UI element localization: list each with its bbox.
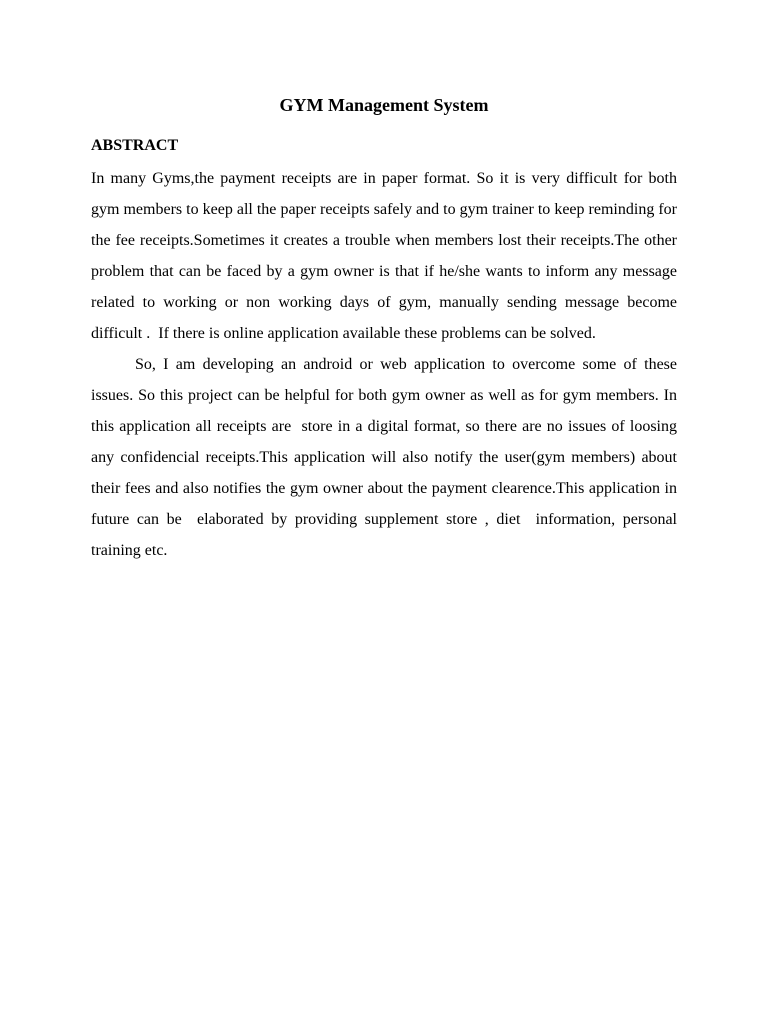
abstract-body (91, 163, 685, 566)
document-title: GYM Management System (279, 95, 489, 115)
abstract-paragraph-1: In many Gyms,the payment receipts are in paper format. So it is very difficult for both gym members to keep all the paper receipts safely and to gym trainer to keep reminding for the fee receipts.Sometimes it creates a trouble when members lost their receipts.The other problem that can be faced by a gym owner is that if he/she wants to inform any message related to working or non working days of gym, manually sending message become difficult . If there is online application available these problems can be solved. (91, 170, 685, 342)
abstract-heading: ABSTRACT (91, 137, 179, 154)
abstract-paragraph-2: So, I am developing an android or web application to overcome some of these issues. So this project can be helpful for both gym owner as well as for gym members. In this application all receipts are store in a digital format, so there are no issues of loosing any confidencial receipts.This application will also notify the user(gym members) about their fees and also notifies the gym owner about the payment clearence.This application in future can be elaborated by providing supplement store , diet information, personal training etc. (91, 356, 681, 559)
